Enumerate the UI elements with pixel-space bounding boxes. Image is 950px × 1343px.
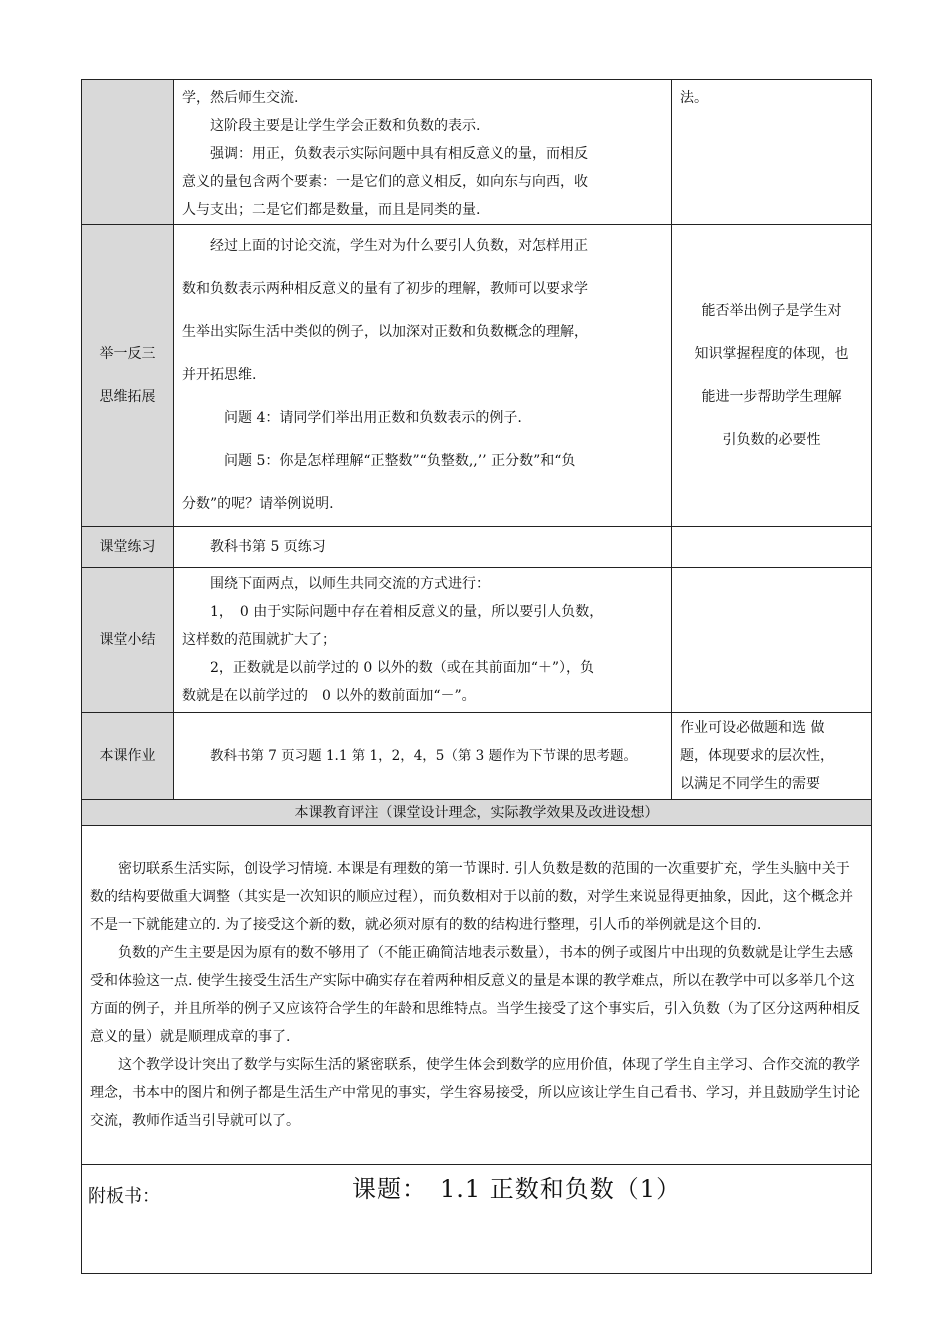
extension-label-cell (82, 225, 174, 527)
question-4: 问题 4：请同学们举出用正数和负数表示的例子. (224, 410, 522, 426)
homework-note-cell (672, 713, 872, 800)
extension-label: 举一反三 (99, 345, 156, 362)
intro-content-cell (174, 80, 672, 225)
evaluation-paragraph: 这个教学设计突出了数学与实际生活的紧密联系，使学生体会到数学的应用价值，体现了学生自主学习、合作交流的教学理念，书本中的图片和例子都是生活生产中常见的事实，学生容易接受，所以应该让学生自己看书、学习，并且鼓励学生讨论交流，教师作适当引导就可以了。 (90, 1057, 860, 1129)
homework-note-line: 作业可设必做题和选 做 (680, 720, 825, 736)
extension-line: 数和负数表示两种相反意义的量有了初步的理解，教师可以要求学 (182, 281, 588, 297)
question-5: 问题 5：你是怎样理解“正整数”“负整数,,’’ 正分数”和“负 (224, 453, 576, 469)
summary-line: 1， 0 由于实际问题中存在着相反意义的量，所以要引人负数， (210, 604, 604, 620)
practice-label: 课堂练习 (82, 527, 174, 568)
homework-content: 教科书第 7 页习题 1.1 第 1，2，4，5（第 3 题作为下节课的思考题。 (174, 713, 672, 800)
extension-row (82, 225, 872, 527)
intro-line: 这阶段主要是让学生学会正数和负数的表示. (210, 118, 481, 134)
practice-row (82, 527, 872, 568)
extension-line: 经过上面的讨论交流，学生对为什么要引人负数，对怎样用正 (210, 238, 588, 254)
homework-label: 本课作业 (82, 713, 174, 800)
intro-label-cell (82, 80, 174, 225)
homework-note-line: 以满足不同学生的需要 (680, 776, 820, 792)
homework-row (82, 713, 872, 800)
board-title: 课题： 1.1 正数和负数（1） (352, 1175, 682, 1203)
lesson-plan-table (81, 79, 872, 1274)
extension-note-line: 能进一步帮助学生理解 (701, 388, 842, 405)
extension-note-line: 引负数的必要性 (722, 431, 821, 448)
evaluation-header-row (82, 800, 872, 826)
summary-note-cell (672, 568, 872, 713)
extension-label: 思维拓展 (99, 388, 156, 405)
summary-line: 围绕下面两点，以师生共同交流的方式进行： (210, 576, 490, 592)
evaluation-content-cell (82, 826, 872, 1165)
board-label: 附板书： (88, 1186, 160, 1207)
intro-line: 意义的量包含两个要素：一是它们的意义相反，如向东与向西，收 (182, 174, 588, 190)
summary-row (82, 568, 872, 713)
board-cell (82, 1165, 872, 1274)
homework-note-line: 题，体现要求的层次性， (680, 748, 834, 764)
practice-content: 教科书第 5 页练习 (174, 527, 672, 568)
evaluation-paragraph: 密切联系生活实际，创设学习情境. 本课是有理数的第一节课时. 引人负数是数的范围的一次重要扩充，学生头脑中关于数的结构要做重大调整（其实是一次知识的顺应过程），而负数相对于以前的数，对学生来说显得更抽象，因此，这个概念并不是一下就能建立的. 为了接受这个新的数，就必须对原有的数的结构进行整理，引人币的举例就是这个目的. (90, 861, 853, 933)
extension-note-cell (672, 225, 872, 527)
summary-label: 课堂小结 (82, 568, 174, 713)
summary-line: 这样数的范围就扩大了； (182, 632, 336, 648)
extension-note-line: 知识掌握程度的体现，也 (694, 345, 849, 362)
intro-line: 学，然后师生交流. (182, 90, 299, 106)
practice-note-cell (672, 527, 872, 568)
intro-row (82, 80, 872, 225)
intro-note-cell (672, 80, 872, 225)
extension-line: 生举出实际生活中类似的例子，以加深对正数和负数概念的理解， (182, 324, 588, 340)
evaluation-row (82, 826, 872, 1165)
summary-content-cell (174, 568, 672, 713)
summary-line: 数就是在以前学过的 0 以外的数前面加“－”。 (182, 688, 476, 704)
intro-line: 人与支出；二是它们都是数量，而且是同类的量. (182, 202, 481, 218)
extension-note-line: 能否举出例子是学生对 (701, 302, 842, 319)
extension-line: 并开拓思维. (182, 367, 257, 383)
intro-note: 法。 (680, 90, 708, 106)
extension-content-cell (174, 225, 672, 527)
intro-line: 强调：用正，负数表示实际问题中具有相反意义的量，而相反 (210, 146, 588, 162)
extension-line: 分数”的呢？请举例说明. (182, 496, 334, 512)
evaluation-header: 本课教育评注（课堂设计理念，实际教学效果及改进设想） (82, 800, 872, 826)
evaluation-paragraph: 负数的产生主要是因为原有的数不够用了（不能正确简洁地表示数量），书本的例子或图片中出现的负数就是让学生去感受和体验这一点. 使学生接受生活生产实际中确实存在着两种相反意义的量是本课的教学难点，所以在教学中可以多举几个这方面的例子，并且所举的例子又应该符合学生的年龄和思维特点。当学生接受了这个事实后，引入负数（为了区分这两种相反意义的量）就是顺理成章的事了. (90, 945, 860, 1045)
board-row (82, 1165, 872, 1274)
summary-line: 2，正数就是以前学过的 0 以外的数（或在其前面加“＋”），负 (210, 660, 595, 676)
